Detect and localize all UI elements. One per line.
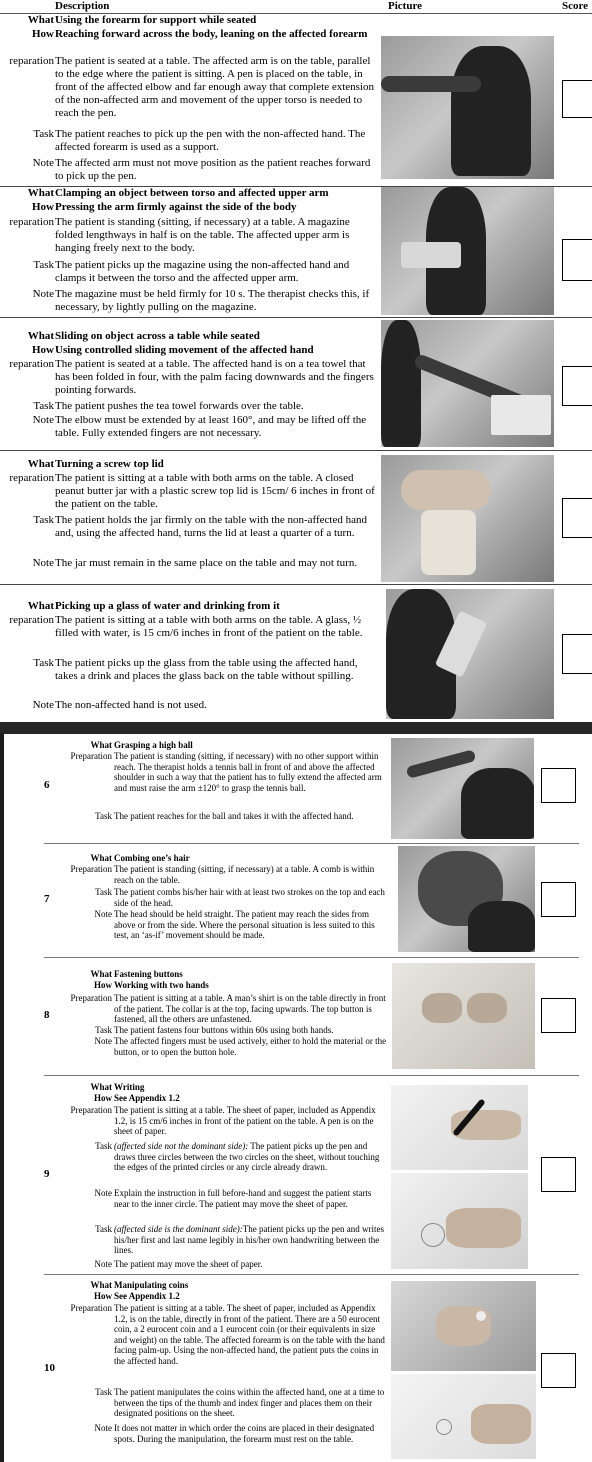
task-b-text: The patient picks up the pen and writes his/her first and last name legibly in his/her own handwriting between the lines. — [114, 1224, 384, 1255]
item-photo — [386, 589, 554, 719]
item-4 — [0, 451, 592, 584]
item-9 — [0, 1078, 592, 1272]
item-preparation: The patient is seated at a table. The affected arm is on the table, parallel to the edge where the patient is sitting. A pen is placed on the table, in front of the affected elbow and far enough away that complete extension of the non-affected arm and movement of the upper torso is needed to reach the pen. — [55, 55, 374, 119]
score-box[interactable] — [562, 498, 592, 538]
item-preparation: The patient is sitting at a table. The sheet of paper, included as Appendix 1.2, is 15 cm/6 inches in front of the patient on the table. A pen is on the sheet of paper. — [114, 1105, 376, 1136]
item-number: 6 — [44, 779, 50, 791]
item-photo-2 — [391, 1374, 536, 1459]
item-note-b: The patient may move the sheet of paper. — [114, 1259, 263, 1269]
item-preparation: The patient is sitting at a table. The sheet of paper, included as Appendix 1.2, is on the table, directly in front of the patient. There are a 50 eurocent coin, a 2 eurocent coin and a 1 eurocent coin (or their equivalents in size and weight) on the table. The affected forearm is on the table with the hand facing palm-up. Using the non-affected hand, the patient puts the coins in the affected hand. — [114, 1303, 385, 1366]
item-what: Combing one’s hair — [114, 853, 190, 863]
how-label: How — [32, 201, 54, 213]
preparation-label: Preparation — [70, 751, 112, 761]
score-box[interactable] — [562, 634, 592, 674]
header-picture: Picture — [388, 0, 423, 12]
item-3 — [0, 318, 592, 450]
item-6 — [0, 738, 592, 842]
note-label: Note — [32, 699, 54, 711]
note-label: Note — [32, 157, 54, 169]
preparation-label: Preparation — [70, 1303, 112, 1313]
note-label: Note — [32, 557, 54, 569]
item-how: Pressing the arm firmly against the side of the body — [55, 201, 297, 213]
preparation-label: Preparation — [70, 993, 112, 1003]
what-label: What — [90, 1082, 112, 1092]
preparation-label: reparation — [9, 55, 54, 67]
what-label: What — [90, 969, 112, 979]
item-preparation: The patient is sitting at a table with both arms on the table. A glass, ½ filled with water, is 15 cm/6 inches in front of the patient on the table. — [55, 614, 363, 639]
item-preparation: The patient is standing (sitting, if necessary) with no other support within reach. The therapist holds a tennis ball in front of and above the affected shoulder in such a way that the patient has to fully extend the affected arm and must raise the arm ±120° to grasp the tennis ball. — [114, 751, 382, 793]
item-number: 10 — [44, 1362, 55, 1374]
score-box[interactable] — [541, 998, 576, 1033]
task-label: Task — [33, 514, 54, 526]
note-label: Note — [94, 1036, 112, 1046]
item-what: Grasping a high ball — [114, 740, 193, 750]
item-number: 9 — [44, 1168, 50, 1180]
score-box[interactable] — [541, 1353, 576, 1388]
item-what: Turning a screw top lid — [55, 458, 164, 470]
score-box[interactable] — [541, 768, 576, 803]
note-label: Note — [32, 414, 54, 426]
item-photo-1 — [391, 1281, 536, 1371]
task-label: Task — [95, 811, 112, 821]
header-description: Description — [55, 0, 110, 12]
item-task: The patient fastens four buttons within 60s using both hands. — [114, 1025, 334, 1035]
what-label: What — [90, 853, 112, 863]
item-8 — [0, 960, 592, 1072]
score-box[interactable] — [562, 239, 592, 281]
score-box[interactable] — [541, 1157, 576, 1192]
item-task: The patient pushes the tea towel forwards over the table. — [55, 400, 304, 412]
table-header — [0, 0, 592, 14]
item-how: Working with two hands — [114, 980, 209, 990]
item-note: The jar must remain in the same place on the table and may not turn. — [55, 557, 358, 569]
preparation-label: Preparation — [70, 1105, 112, 1115]
item-1 — [0, 14, 592, 186]
item-task: The patient picks up the magazine using the non-affected hand and clamps it between the torso and the affected upper arm. — [55, 259, 350, 284]
what-label: What — [27, 187, 54, 199]
item-what: Using the forearm for support while seated — [55, 14, 257, 26]
preparation-label: reparation — [9, 358, 54, 370]
item-10 — [0, 1277, 592, 1462]
note-label: Note — [32, 288, 54, 300]
item-task: The patient holds the jar firmly on the table with the non-affected hand and, using the affected hand, turns the lid at least a quarter of a turn. — [55, 514, 367, 539]
item-what: Manipulating coins — [114, 1280, 189, 1290]
item-photo — [391, 738, 534, 839]
item-what: Fastening buttons — [114, 969, 183, 979]
task-label: Task — [33, 657, 54, 669]
item-note: It does not matter in which order the coins are placed in their designated spots. During the manipulation, the forearm must rest on the table. — [114, 1423, 375, 1444]
item-photo — [381, 455, 554, 582]
item-note: The head should be held straight. The patient may reach the sides from above or from the side. Where the personal situation is less suited to this test, an ‘as-if’ movement should be made. — [114, 909, 375, 940]
item-task-b — [114, 1224, 388, 1256]
item-photo — [381, 187, 554, 315]
what-label: What — [27, 600, 54, 612]
item-task-a — [114, 1141, 388, 1173]
item-task: The patient reaches to pick up the pen with the non-affected hand. The affected forearm is used as a support. — [55, 128, 366, 153]
task-label: Task — [95, 1224, 112, 1234]
item-note: The affected fingers must be used actively, either to hold the material or the button, or to open the button hole. — [114, 1036, 387, 1057]
item-2 — [0, 187, 592, 317]
how-label: How — [32, 28, 54, 40]
how-label: How — [94, 1291, 112, 1301]
what-label: What — [27, 14, 54, 26]
item-photo-2 — [391, 1173, 528, 1269]
score-box[interactable] — [562, 366, 592, 406]
task-label: Task — [95, 1025, 112, 1035]
page-divider — [0, 722, 592, 734]
item-note: The elbow must be extended by at least 160°, and may be lifted off the table. Fully extended fingers are not necessary. — [55, 414, 367, 439]
task-label: Task — [95, 1387, 112, 1397]
item-preparation: The patient is sitting at a table with both arms on the table. A closed peanut butter jar with a plastic screw top lid is 15cm/ 6 inches in front of the patient on the table. — [55, 472, 375, 510]
item-how: Reaching forward across the body, leaning on the affected forearm — [55, 28, 368, 40]
note-label: Note — [94, 1259, 112, 1269]
item-task: The patient picks up the glass from the table using the affected hand, takes a drink and places the glass back on the table without spilling. — [55, 657, 358, 682]
what-label: What — [90, 1280, 112, 1290]
item-7 — [0, 846, 592, 954]
item-how: Using controlled sliding movement of the affected hand — [55, 344, 314, 356]
item-what: Picking up a glass of water and drinking from it — [55, 600, 280, 612]
preparation-label: Preparation — [70, 864, 112, 874]
item-photo — [381, 320, 554, 447]
item-preparation: The patient is seated at a table. The affected hand is on a tea towel that has been folded in four, with the palm facing downwards and the fingers pointing forwards. — [55, 358, 374, 396]
task-label: Task — [33, 128, 54, 140]
task-label: Task — [33, 400, 54, 412]
preparation-label: reparation — [9, 472, 54, 484]
score-box[interactable] — [541, 882, 576, 917]
item-preparation: The patient is standing (sitting, if necessary) at a table. A comb is within reach on the table. — [114, 864, 375, 885]
note-label: Note — [94, 1423, 112, 1433]
item-photo — [392, 963, 535, 1069]
task-a-text: The patient picks up the pen and draws three circles between the two circles on the sheet, without touching the edges of the printed circles or any circle already drawn. — [114, 1141, 380, 1172]
item-note: The non-affected hand is not used. — [55, 699, 207, 711]
what-label: What — [90, 740, 112, 750]
item-task: The patient manipulates the coins within the affected hand, one at a time to between the tips of the thumb and index finger and places them on their designated positions on the sheet. — [114, 1387, 385, 1418]
item-how: See Appendix 1.2 — [114, 1291, 180, 1301]
score-box[interactable] — [562, 80, 592, 118]
item-5 — [0, 585, 592, 722]
how-label: How — [94, 980, 112, 990]
item-task: The patient reaches for the ball and takes it with the affected hand. — [114, 811, 354, 821]
task-a-condition: (affected side not the dominant side): — [114, 1141, 249, 1151]
item-note: The affected arm must not move position as the patient reaches forward to pick up the pen. — [55, 157, 371, 182]
item-photo — [398, 846, 535, 952]
note-label: Note — [94, 1188, 112, 1198]
item-number: 8 — [44, 1009, 50, 1021]
preparation-label: reparation — [9, 614, 54, 626]
preparation-label: reparation — [9, 216, 54, 228]
what-label: What — [27, 458, 54, 470]
task-label: Task — [33, 259, 54, 271]
task-b-condition: (affected side is the dominant side): — [114, 1224, 243, 1234]
item-preparation: The patient is sitting at a table. A man’s shirt is on the table directly in front of the patient. The collar is at the top, facing upwards. The top button is fastened, all the others are unfastened. — [114, 993, 386, 1024]
item-note-a: Explain the instruction in full before-hand and suggest the patient starts near to the inner circle. The patient may move the sheet of paper. — [114, 1188, 372, 1209]
item-what: Clamping an object between torso and affected upper arm — [55, 187, 329, 199]
how-label: How — [94, 1093, 112, 1103]
task-label: Task — [95, 1141, 112, 1151]
how-label: How — [32, 344, 54, 356]
task-label: Task — [95, 887, 112, 897]
item-photo — [381, 36, 554, 179]
what-label: What — [27, 330, 54, 342]
item-preparation: The patient is standing (sitting, if necessary) at a table. A magazine folded lengthways in half is on the table. The affected upper arm is hanging freely next to the body. — [55, 216, 350, 254]
item-note: The magazine must be held firmly for 10 s. The therapist checks this, if necessary, by lightly pulling on the magazine. — [55, 288, 370, 313]
note-label: Note — [94, 909, 112, 919]
item-number: 7 — [44, 893, 50, 905]
item-what: Sliding on object across a table while seated — [55, 330, 260, 342]
item-task: The patient combs his/her hair with at least two strokes on the top and each side of the head. — [114, 887, 385, 908]
item-how: See Appendix 1.2 — [114, 1093, 180, 1103]
item-what: Writing — [114, 1082, 145, 1092]
header-score: Score — [562, 0, 589, 12]
item-photo-1 — [391, 1085, 528, 1170]
